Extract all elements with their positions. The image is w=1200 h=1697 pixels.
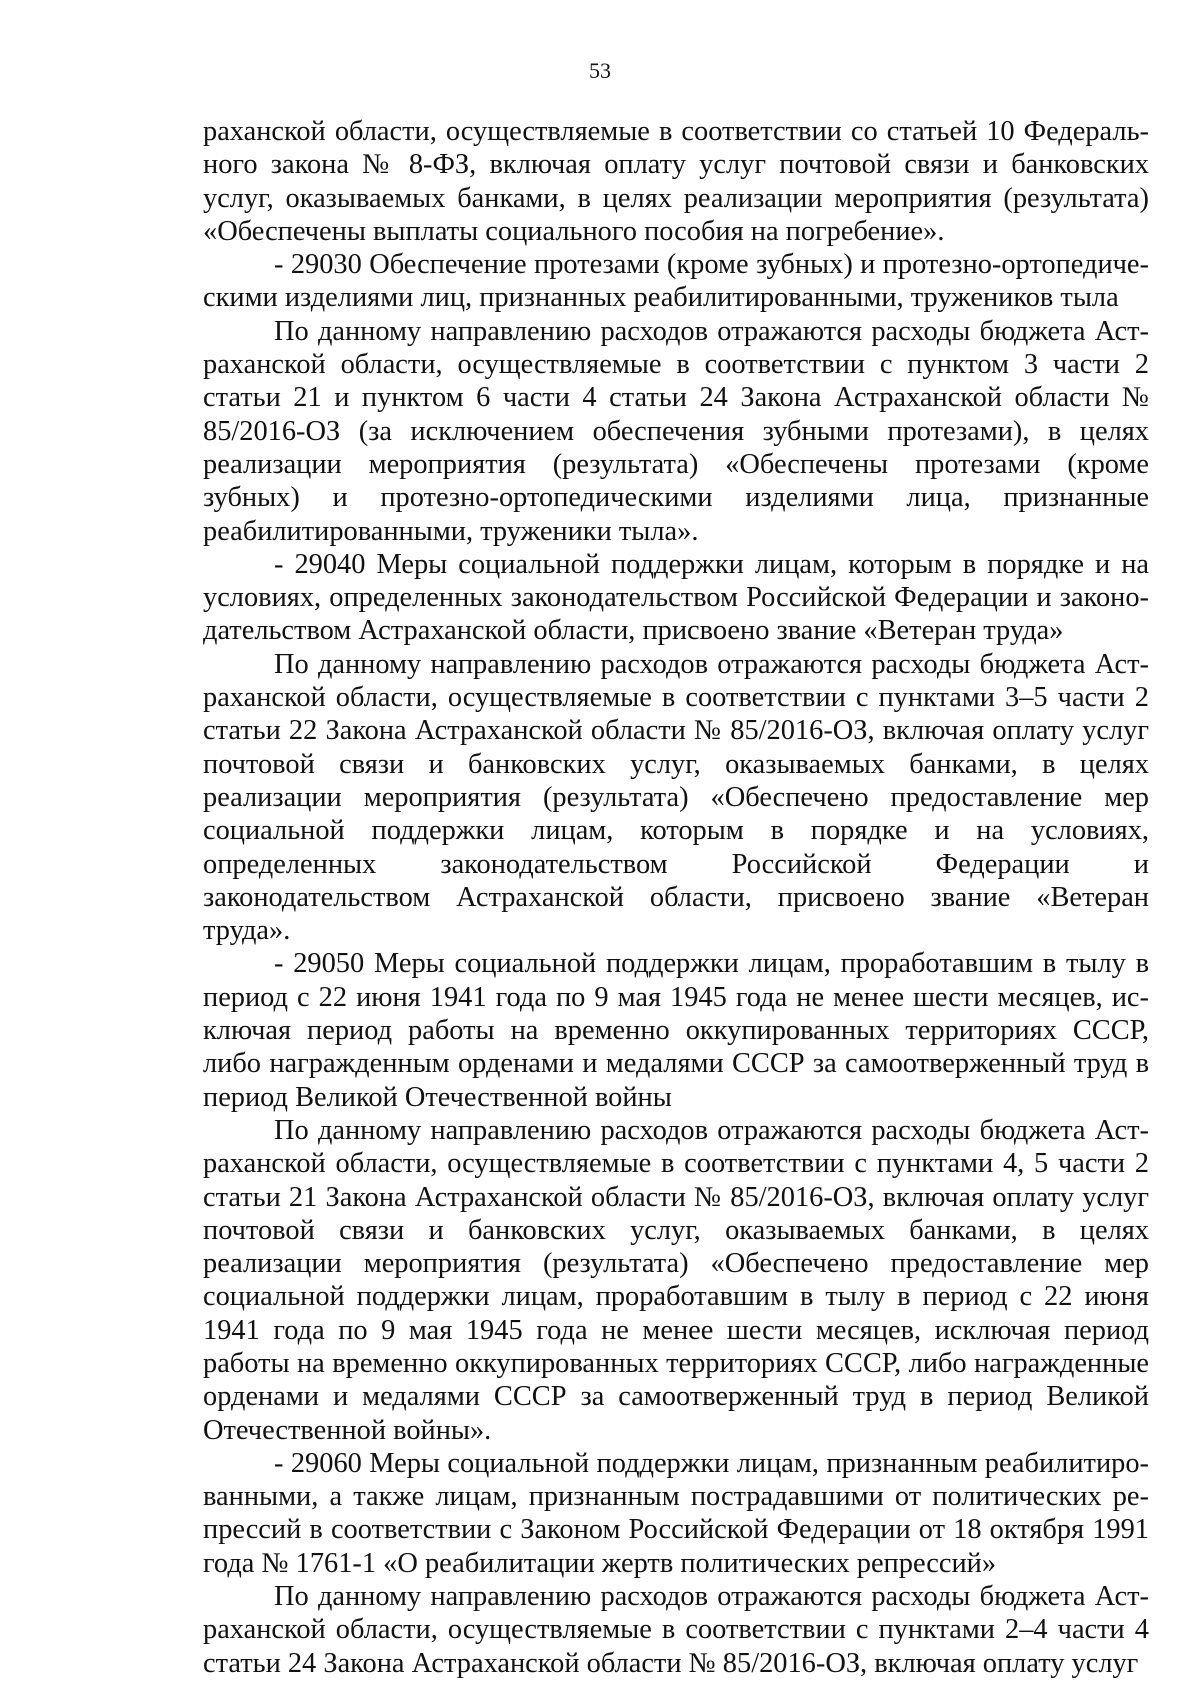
- page-number: 53: [589, 58, 611, 83]
- paragraph: раханской области, осуществляемые в соответствии со статьей 10 Федерального закона № 8-ФЗ, включая оплату услуг почтовой связи и банковских услуг, оказываемых банками, в целях реализации мероприятия (результата) «Обеспечены выплаты социального пособия на погребение».: [203, 116, 1149, 247]
- paragraph: По данному направлению расходов отражаются расходы бюджета Астраханской области, осуществляемые в соответствии с пунктами 3–5 части 2 статьи 22 Закона Астраханской области № 85/2016-ОЗ, включая оплату услуг почтовой связи и банковских услуг, оказываемых банками, в целях реализации мероприятия (результата) «Обеспечено предоставление мер социальной поддержки лицам, которым в порядке и на условиях, определенных законодательством Российской Федерации и законодательством Астраханской области, присвоено звание «Ветеран труда».: [203, 648, 1149, 947]
- paragraph: По данному направлению расходов отражаются расходы бюджета Астраханской области, осуществляемые в соответствии с пунктом 3 части 2 статьи 21 и пунктом 6 части 4 статьи 24 Закона Астраханской области № 85/2016-ОЗ (за исключением обеспечения зубными протезами), в целях реализации мероприятия (результата) «Обеспечены протезами (кроме зубных) и протезно-ортопедическими изделиями лица, признанные реабилитированными, труженики тыла».: [203, 315, 1149, 547]
- expense-item-heading-29050: - 29050 Меры социальной поддержки лицам, проработавшим в тылу в период с 22 июня 1941 года по 9 мая 1945 года не менее шести месяцев, исключая период работы на временно оккупированных территориях СССР, либо награжденным орденами и медалями СССР за самоотверженный труд в период Великой Отечественной войны: [203, 948, 1149, 1113]
- paragraph: По данному направлению расходов отражаются расходы бюджета Астраханской области, осуществляемые в соответствии с пунктами 2–4 части 4 статьи 24 Закона Астраханской области № 85/2016-ОЗ, включая оплату услуг: [203, 1581, 1149, 1679]
- expense-item-heading-29030: - 29030 Обеспечение протезами (кроме зубных) и протезно-ортопедическими изделиями лиц, признанных реабилитированными, тружеников тыла: [203, 249, 1149, 314]
- document-body: [203, 115, 1149, 1680]
- paragraph: По данному направлению расходов отражаются расходы бюджета Астраханской области, осуществляемые в соответствии с пунктами 4, 5 части 2 статьи 21 Закона Астраханской области № 85/2016-ОЗ, включая оплату услуг почтовой связи и банковских услуг, оказываемых банками, в целях реализации мероприятия (результата) «Обеспечено предоставление мер социальной поддержки лицам, проработавшим в тылу в период с 22 июня 1941 года по 9 мая 1945 года не менее шести месяцев, исключая период работы на временно оккупированных территориях СССР, либо награжденные орденами и медалями СССР за самоотверженный труд в период Великой Отечественной войны».: [203, 1114, 1149, 1446]
- expense-item-heading-29060: - 29060 Меры социальной поддержки лицам, признанным реабилитированными, а также лицам, признанным пострадавшими от политических репрессий в соответствии с Законом Российской Федерации от 18 октября 1991 года № 1761-1 «О реабилитации жертв политических репрессий»: [203, 1447, 1149, 1579]
- expense-item-heading-29040: - 29040 Меры социальной поддержки лицам, которым в порядке и на условиях, определенных законодательством Российской Федерации и законодательством Астраханской области, присвоено звание «Ветеран труда»: [203, 548, 1149, 647]
